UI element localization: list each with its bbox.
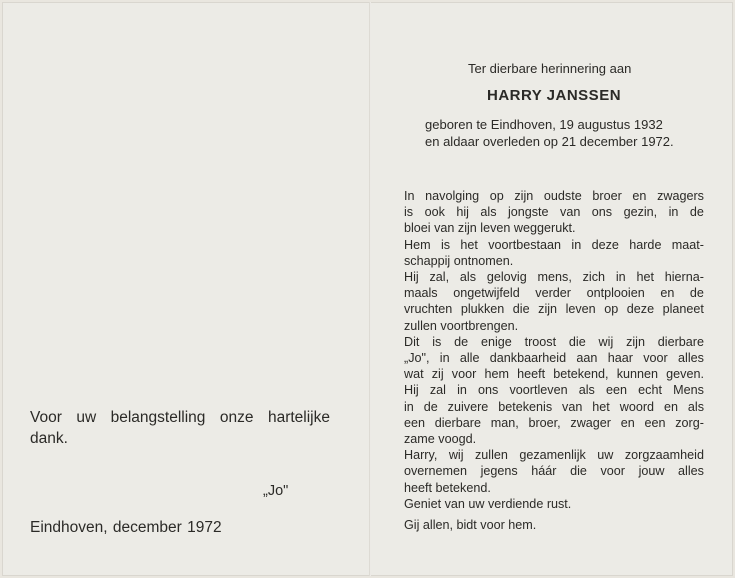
thanks-word: belangstelling bbox=[110, 409, 206, 426]
heading: Ter dierbare herinnering aan bbox=[468, 61, 632, 76]
card-fold bbox=[369, 2, 371, 576]
memorial-word: als bbox=[578, 383, 595, 398]
memorial-text-line: zullen voortbrengen. bbox=[404, 318, 519, 333]
memorial-word: zich bbox=[582, 270, 606, 285]
memorial-text-line bbox=[404, 366, 704, 382]
memorial-word: heeft bbox=[517, 367, 546, 382]
memorial-word: enige bbox=[480, 334, 512, 349]
memorial-word: voor bbox=[643, 351, 668, 366]
born-line: geboren te Eindhoven, 19 augustus 1932 bbox=[425, 117, 663, 132]
memorial-word: zal, bbox=[429, 270, 450, 285]
memorial-word: dierbare bbox=[657, 334, 704, 349]
memorial-word: is bbox=[404, 205, 414, 220]
memorial-word: voortbestaan bbox=[488, 237, 562, 252]
memorial-word: Hij bbox=[404, 270, 419, 285]
memorial-word: Dit bbox=[404, 334, 420, 349]
memorial-text-line bbox=[404, 334, 704, 350]
thanks-word: Voor bbox=[30, 409, 62, 426]
memorial-word: zwager bbox=[570, 415, 611, 430]
memorial-word: wat bbox=[404, 367, 424, 382]
memorial-word: als bbox=[459, 270, 477, 285]
memorial-word: Hem bbox=[404, 237, 431, 252]
memorial-word: een bbox=[644, 415, 666, 430]
memorial-word: jongste bbox=[507, 205, 549, 220]
memorial-word: een bbox=[404, 415, 426, 430]
memorial-word: uw bbox=[597, 448, 614, 463]
memorial-word: hem bbox=[484, 367, 509, 382]
memorial-word: gezin, bbox=[623, 205, 658, 220]
memorial-word: overnemen bbox=[404, 464, 468, 479]
memorial-word: en bbox=[660, 286, 675, 301]
memorial-word: als bbox=[687, 399, 704, 414]
memorial-word: alles bbox=[678, 464, 704, 479]
memorial-word: kunnen bbox=[616, 367, 659, 382]
memorial-word: in bbox=[668, 205, 679, 220]
memorial-word: betekenis bbox=[498, 399, 553, 414]
memorial-word: zorg- bbox=[675, 415, 704, 430]
deceased-name: HARRY JANSSEN bbox=[487, 87, 622, 104]
memorial-text-line: Geniet van uw verdiende rust. bbox=[404, 496, 572, 511]
memorial-word: dankbaarheid bbox=[489, 351, 567, 366]
memorial-word: deze bbox=[591, 237, 619, 252]
memorial-word: leven bbox=[565, 302, 596, 317]
memorial-word: de bbox=[689, 205, 704, 220]
memorial-word: harde bbox=[629, 237, 662, 252]
memorial-word: echt bbox=[638, 383, 662, 398]
memorial-word: broer, bbox=[528, 415, 561, 430]
memorial-word: in bbox=[439, 351, 450, 366]
memorial-word: van bbox=[560, 205, 581, 220]
memorial-text-line: bloei van zijn leven weggerukt. bbox=[404, 221, 576, 236]
memorial-word: in bbox=[571, 237, 582, 252]
thanks-word: hartelijke bbox=[267, 409, 330, 426]
memorial-word: zijn bbox=[514, 189, 534, 203]
memorial-word: broer bbox=[592, 189, 622, 203]
memorial-text-line bbox=[404, 237, 704, 253]
memorial-word: zuivere bbox=[447, 399, 489, 414]
memorial-word: een bbox=[606, 383, 628, 398]
memorial-word: „Jo", bbox=[404, 351, 430, 366]
memorial-word: voor bbox=[600, 464, 625, 479]
memorial-word: troost bbox=[524, 334, 557, 349]
memorial-word: zorgzaamheid bbox=[624, 448, 704, 463]
memorial-word: het bbox=[636, 270, 654, 285]
life-dates bbox=[425, 116, 674, 150]
memorial-word: Hij bbox=[404, 383, 419, 398]
memorial-text-line: schappij ontnomen. bbox=[404, 253, 514, 268]
memorial-word: alle bbox=[459, 351, 480, 366]
memorial-word: ons bbox=[478, 383, 499, 398]
died-line: en aldaar overleden op 21 december 1972. bbox=[425, 134, 674, 149]
memorial-text-line: Gij allen, bidt voor hem. bbox=[404, 518, 537, 533]
memorial-word: de bbox=[689, 286, 704, 301]
memorial-word: zijn bbox=[538, 302, 558, 317]
memorial-word: zal bbox=[429, 383, 446, 398]
memorial-word: die bbox=[568, 334, 586, 349]
memorial-word: voortleven bbox=[509, 383, 568, 398]
memorial-word: die bbox=[570, 464, 587, 479]
memorial-word: en bbox=[620, 415, 635, 430]
memorial-word: alles bbox=[678, 351, 704, 366]
memorial-word: ook bbox=[424, 205, 445, 220]
memorial-word: maat- bbox=[671, 237, 704, 252]
memorial-text-line bbox=[404, 301, 704, 317]
memorial-word: die bbox=[512, 302, 530, 317]
memorial-word: maals bbox=[404, 286, 438, 301]
memorial-word: Mens bbox=[673, 383, 704, 398]
memorial-text-line bbox=[404, 382, 704, 398]
memorial-word: navolging bbox=[425, 189, 480, 203]
memorial-word: op bbox=[489, 189, 504, 203]
memorial-word: het bbox=[460, 237, 478, 252]
memorial-word: hij bbox=[456, 205, 469, 220]
memorial-word: hierna- bbox=[664, 270, 704, 285]
memorial-word: als bbox=[480, 205, 497, 220]
memorial-word: ontplooien bbox=[586, 286, 645, 301]
memorial-word: de bbox=[454, 334, 469, 349]
memorial-word: verder bbox=[535, 286, 571, 301]
memorial-word: gezamenlijk bbox=[519, 448, 586, 463]
memorial-word: is bbox=[432, 334, 442, 349]
memorial-word: gelovig bbox=[486, 270, 527, 285]
memorial-word: en bbox=[663, 399, 678, 414]
memorial-text-line bbox=[404, 463, 704, 479]
memorial-word: in bbox=[615, 270, 626, 285]
memorial-text-line bbox=[404, 285, 704, 301]
memorial-word: plukken bbox=[460, 302, 505, 317]
memorial-word: In bbox=[404, 189, 415, 203]
memorial-word: in bbox=[457, 383, 467, 398]
memorial-word: zwagers bbox=[657, 189, 704, 203]
memorial-word: ons bbox=[591, 205, 613, 220]
memorial-word: man, bbox=[490, 415, 519, 430]
memorial-word: van bbox=[562, 399, 583, 414]
memorial-text-line bbox=[404, 188, 704, 204]
thanks-message bbox=[30, 407, 330, 449]
memorial-word: woord bbox=[619, 399, 655, 414]
memorial-word: zij bbox=[431, 367, 444, 382]
thanks-word: onze bbox=[219, 409, 254, 426]
memorial-word: háár bbox=[531, 464, 557, 479]
memorial-text-line bbox=[404, 447, 704, 463]
thanks-word: uw bbox=[76, 409, 97, 426]
memorial-text-line bbox=[404, 269, 704, 285]
thanks-line-1 bbox=[30, 407, 330, 428]
memorial-word: wij bbox=[448, 448, 464, 463]
thanks-line-2: dank. bbox=[30, 430, 68, 447]
memorial-word: geven. bbox=[666, 367, 704, 382]
memorial-word: en bbox=[632, 189, 647, 203]
memorial-word: jegens bbox=[480, 464, 518, 479]
memorial-text-line bbox=[404, 204, 704, 220]
memorial-text-line: heeft betekend. bbox=[404, 480, 491, 495]
memorial-word: zijn bbox=[626, 334, 645, 349]
memorial-text-line bbox=[404, 350, 704, 366]
memorial-word: planeet bbox=[662, 302, 704, 317]
memorial-word: Harry, bbox=[404, 448, 438, 463]
memorial-text-line bbox=[404, 399, 704, 415]
memorial-text bbox=[404, 188, 704, 533]
memorial-text-line bbox=[404, 415, 704, 431]
memorial-word: de bbox=[423, 399, 438, 414]
memorial-word: deze bbox=[626, 302, 655, 317]
memorial-text-line: zame voogd. bbox=[404, 432, 477, 447]
memorial-word: haar bbox=[607, 351, 633, 366]
memorial-word: voor bbox=[451, 367, 477, 382]
memorial-word: op bbox=[604, 302, 619, 317]
memorial-word: mens, bbox=[537, 270, 572, 285]
memorial-word: is bbox=[440, 237, 451, 252]
memorial-word: oudste bbox=[543, 189, 582, 203]
memorial-word: jouw bbox=[638, 464, 665, 479]
signature: „Jo" bbox=[263, 483, 289, 499]
place-date: Eindhoven, december 1972 bbox=[30, 519, 222, 536]
memorial-word: zullen bbox=[474, 448, 508, 463]
memorial-word: vruchten bbox=[404, 302, 453, 317]
memorial-word: dierbare bbox=[434, 415, 481, 430]
memorial-word: het bbox=[592, 399, 610, 414]
memorial-word: aan bbox=[576, 351, 598, 366]
memorial-word: in bbox=[404, 399, 414, 414]
memorial-word: wij bbox=[598, 334, 614, 349]
memorial-word: ongetwijfeld bbox=[453, 286, 520, 301]
memorial-word: betekend, bbox=[553, 367, 609, 382]
